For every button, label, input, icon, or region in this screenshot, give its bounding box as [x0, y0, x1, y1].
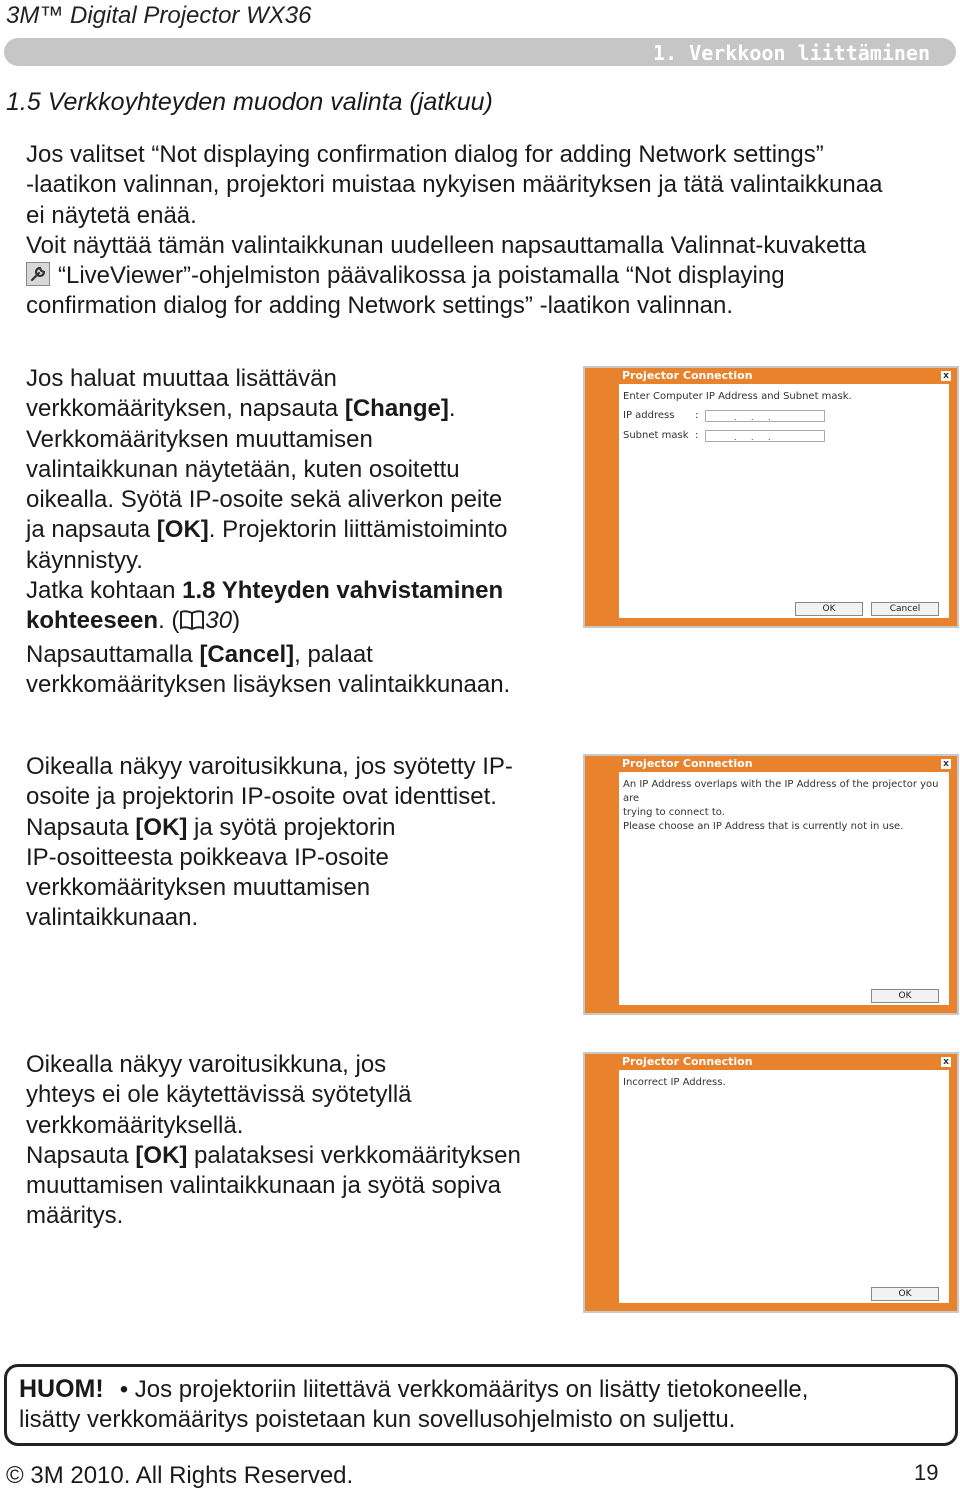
- text-line: [26, 576, 571, 606]
- text-span: , palaat: [294, 640, 373, 668]
- page-reference[interactable]: 30: [205, 607, 233, 635]
- dialog-bottom-strip: [585, 1005, 957, 1013]
- text-line: IP-osoitteesta poikkeava IP-osoite: [26, 843, 389, 871]
- subnet-mask-label: Subnet mask: [623, 430, 689, 441]
- copyright: © 3M 2010. All Rights Reserved.: [6, 1462, 354, 1489]
- note-line-text: • Jos projektoriin liitettävä verkkomääritys on lisätty tietokoneelle,: [119, 1376, 809, 1403]
- dialog-side-strip: [949, 1054, 957, 1311]
- text-line: osoite ja projektorin IP-osoite ovat identtiset.: [26, 783, 497, 811]
- text-line: [26, 394, 571, 424]
- text-line: valintaikkunaan.: [26, 904, 199, 932]
- text-span: ja napsauta: [26, 516, 157, 544]
- dialog-message: Incorrect IP Address.: [623, 1077, 726, 1088]
- text-line: käynnistyy.: [26, 546, 143, 574]
- text-line: [26, 606, 571, 639]
- ok-button[interactable]: OK: [871, 1287, 939, 1301]
- close-icon[interactable]: x: [941, 1057, 951, 1067]
- overlap-paragraph: [26, 752, 571, 934]
- incorrect-ip-dialog: [583, 1052, 959, 1313]
- text-line: [26, 515, 571, 545]
- dialog-bottom-strip: [585, 1303, 957, 1311]
- text-line: [26, 640, 571, 670]
- intro-line: confirmation dialog for adding Network settings” -laatikon valinnan.: [26, 292, 734, 320]
- ip-address-label: IP address: [623, 410, 675, 421]
- text-line: yhteys ei ole käytettävissä syötetyllä: [26, 1081, 412, 1109]
- text-line: verkkomäärityksen lisäyksen valintaikkunaan.: [26, 670, 511, 698]
- text-line: [26, 1141, 571, 1171]
- note-line: lisätty verkkomääritys poistetaan kun sovellusohjelmisto on suljettu.: [19, 1406, 736, 1433]
- ok-button-ref: [OK]: [135, 813, 188, 841]
- document-title: 3M™ Digital Projector WX36: [6, 2, 312, 29]
- dialog-title: Projector Connection: [622, 1055, 753, 1068]
- text-span: ja syötä projektorin: [187, 813, 396, 841]
- page-heading: 1.5 Verkkoyhteyden muodon valinta (jatkuu): [6, 88, 493, 116]
- text-line: Oikealla näkyy varoitusikkuna, jos syötetty IP-: [26, 753, 513, 780]
- dialog-title: Projector Connection: [622, 369, 753, 382]
- text-span: . Projektorin liittämistoiminto: [208, 516, 508, 544]
- text-span: .: [448, 395, 456, 423]
- text-line: verkkomäärityksen muuttamisen: [26, 874, 371, 902]
- dialog-message: [623, 778, 957, 834]
- book-icon: [179, 609, 205, 639]
- dialog-side-strip: [585, 368, 619, 626]
- text-span: Jatka kohtaan: [26, 577, 183, 605]
- message-line: trying to connect to.: [623, 807, 725, 818]
- dialog-side-strip: [585, 756, 619, 1013]
- ok-button[interactable]: OK: [871, 989, 939, 1003]
- text-line: määritys.: [26, 1202, 124, 1230]
- change-button-ref: [Change]: [344, 395, 449, 423]
- text-span: ): [232, 607, 241, 635]
- cancel-button[interactable]: Cancel: [871, 602, 939, 616]
- wrench-icon: [26, 262, 50, 286]
- text-span: palataksesi verkkomäärityksen: [187, 1141, 521, 1169]
- subnet-mask-input[interactable]: . . .: [705, 430, 825, 442]
- text-line: [26, 813, 571, 843]
- dialog-title: Projector Connection: [622, 757, 753, 770]
- dialog-titlebar: [585, 756, 957, 772]
- section-link[interactable]: 1.8 Yhteyden vahvistaminen: [182, 577, 504, 605]
- ip-address-row: [623, 410, 699, 421]
- text-line: muuttamisen valintaikkunaan ja syötä sopiva: [26, 1172, 501, 1200]
- text-line: oikealla. Syötä IP-osoite sekä aliverkon peite: [26, 486, 503, 514]
- close-icon[interactable]: x: [941, 371, 951, 381]
- text-line: Oikealla näkyy varoitusikkuna, jos: [26, 1051, 387, 1078]
- dialog-side-strip: [585, 1054, 619, 1311]
- intro-line: Jos valitset “Not displaying confirmation dialog for adding Network settings”: [26, 141, 824, 168]
- ok-button[interactable]: OK: [795, 602, 863, 616]
- ok-button-ref: [OK]: [156, 516, 209, 544]
- ip-overlap-warning-dialog: [583, 754, 959, 1015]
- intro-line-with-icon: [26, 261, 956, 291]
- text-span: verkkomäärityksen, napsauta: [26, 395, 345, 423]
- text-span: Napsauta: [26, 1141, 136, 1169]
- section-link[interactable]: kohteeseen: [26, 607, 159, 635]
- dialog-prompt: Enter Computer IP Address and Subnet mask.: [623, 391, 852, 402]
- note-title: HUOM!: [19, 1375, 104, 1403]
- note-line: [19, 1374, 949, 1405]
- network-settings-dialog: [583, 366, 959, 628]
- section-label: 1. Verkkoon liittäminen: [653, 41, 930, 65]
- text-line: valintaikkunan näytetään, kuten osoitettu: [26, 455, 460, 483]
- dialog-titlebar: [585, 1054, 957, 1070]
- ok-button-ref: [OK]: [135, 1141, 188, 1169]
- intro-line: Voit näyttää tämän valintaikkunan uudelleen napsauttamalla Valinnat-kuvaketta: [26, 231, 867, 259]
- intro-line: ei näytetä enää.: [26, 201, 197, 229]
- colon-separator: :: [695, 430, 699, 441]
- dialog-side-strip: [949, 368, 957, 626]
- invalid-paragraph: [26, 1050, 571, 1232]
- dialog-bottom-strip: [585, 618, 957, 626]
- change-paragraph: [26, 364, 571, 700]
- note-text: [19, 1374, 949, 1435]
- cancel-button-ref: [Cancel]: [199, 640, 295, 668]
- subnet-mask-row: [623, 430, 699, 441]
- text-line: verkkomäärityksellä.: [26, 1111, 244, 1139]
- message-line: An IP Address overlaps with the IP Address of the projector you are: [623, 779, 939, 804]
- dialog-titlebar: [585, 368, 957, 384]
- text-span: Napsauttamalla: [26, 640, 200, 668]
- message-line: Please choose an IP Address that is currently not in use.: [623, 821, 904, 832]
- note-box: [4, 1364, 958, 1446]
- section-bar: [4, 38, 956, 66]
- page-number: 19: [914, 1460, 939, 1485]
- intro-line: -laatikon valinnan, projektori muistaa nykyisen määrityksen ja tätä valintaikkunaa: [26, 171, 883, 199]
- intro-line: “LiveViewer”-ohjelmiston päävalikossa ja poistamalla “Not displaying: [58, 262, 785, 290]
- text-line: Jos haluat muuttaa lisättävän: [26, 365, 337, 392]
- colon-separator: :: [695, 410, 699, 421]
- ip-address-input[interactable]: . . .: [705, 410, 825, 422]
- text-span: . (: [158, 607, 180, 635]
- close-icon[interactable]: x: [941, 759, 951, 769]
- intro-paragraph: [26, 140, 956, 322]
- text-span: Napsauta: [26, 813, 136, 841]
- text-line: Verkkomäärityksen muuttamisen: [26, 425, 373, 453]
